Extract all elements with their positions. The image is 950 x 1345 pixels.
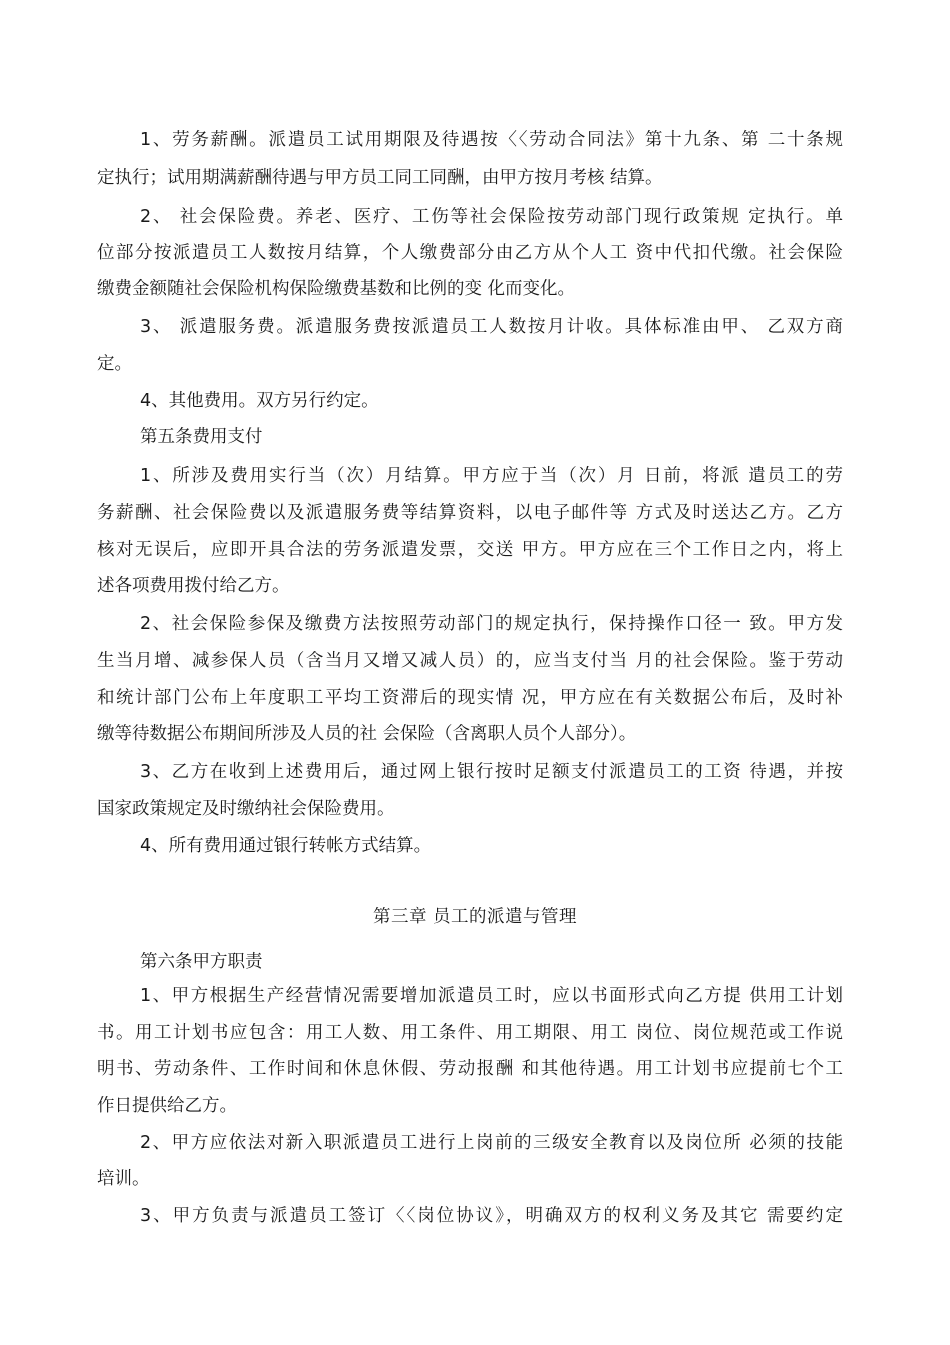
paragraph-line: 培训。 bbox=[97, 1169, 150, 1189]
paragraph-line: 和统计部门公布上年度职工平均工资滞后的现实情 况，甲方应在有关数据公布后，及时补 bbox=[97, 688, 843, 708]
paragraph-line: 2、 社会保险费。养老、医疗、工伤等社会保险按劳动部门现行政策规 定执行。单 bbox=[140, 207, 843, 227]
paragraph-line: 书。用工计划书应包含：用工人数、用工条件、用工期限、用工 岗位、岗位规范或工作说 bbox=[97, 1023, 843, 1043]
paragraph-line: 1、甲方根据生产经营情况需要增加派遣员工时，应以书面形式向乙方提 供用工计划 bbox=[140, 986, 843, 1006]
paragraph-line: 4、所有费用通过银行转帐方式结算。 bbox=[140, 836, 432, 856]
paragraph-line: 明书、劳动条件、工作时间和休息休假、劳动报酬 和其他待遇。用工计划书应提前七个工 bbox=[97, 1059, 843, 1079]
paragraph-line: 3、甲方负责与派遣员工签订〈〈岗位协议》，明确双方的权利义务及其它 需要约定 bbox=[140, 1206, 843, 1226]
paragraph-line: 国家政策规定及时缴纳社会保险费用。 bbox=[97, 799, 395, 819]
paragraph-line: 位部分按派遣员工人数按月结算，个人缴费部分由乙方从个人工 资中代扣代缴。社会保险 bbox=[97, 243, 843, 263]
paragraph-line: 3、 派遣服务费。派遣服务费按派遣员工人数按月计收。具体标准由甲、 乙双方商 bbox=[140, 317, 843, 337]
paragraph-line: 务薪酬、社会保险费以及派遣服务费等结算资料，以电子邮件等 方式及时送达乙方。乙方 bbox=[97, 503, 843, 523]
paragraph-line: 4、其他费用。双方另行约定。 bbox=[140, 391, 379, 411]
section-heading: 第五条费用支付 bbox=[140, 427, 263, 447]
paragraph-line: 3、乙方在收到上述费用后，通过网上银行按时足额支付派遣员工的工资 待遇，并按 bbox=[140, 762, 843, 782]
chapter-title: 第三章 员工的派遣与管理 bbox=[372, 907, 578, 927]
paragraph-line: 作日提供给乙方。 bbox=[97, 1096, 237, 1116]
paragraph-line: 述各项费用拨付给乙方。 bbox=[97, 576, 290, 596]
paragraph-line: 缴等待数据公布期间所涉及人员的社 会保险（含离职人员个人部分）。 bbox=[97, 724, 637, 744]
paragraph-line: 缴费金额随社会保险机构保险缴费基数和比例的变 化而变化。 bbox=[97, 279, 576, 299]
paragraph-line: 定执行；试用期满薪酬待遇与甲方员工同工同酬，由甲方按月考核 结算。 bbox=[97, 168, 663, 188]
section-heading: 第六条甲方职责 bbox=[140, 952, 263, 972]
paragraph-line: 核对无误后，应即开具合法的劳务派遣发票，交送 甲方。甲方应在三个工作日之内，将上 bbox=[97, 540, 843, 560]
paragraph-line: 生当月增、减参保人员（含当月又增又减人员）的，应当支付当 月的社会保险。鉴于劳动 bbox=[97, 651, 843, 671]
paragraph-line: 定。 bbox=[97, 354, 132, 374]
paragraph-line: 2、社会保险参保及缴费方法按照劳动部门的规定执行，保持操作口径一 致。甲方发 bbox=[140, 614, 843, 634]
paragraph-line: 2、甲方应依法对新入职派遣员工进行上岗前的三级安全教育以及岗位所 必须的技能 bbox=[140, 1133, 843, 1153]
paragraph-line: 1、所涉及费用实行当（次）月结算。甲方应于当（次）月 日前，将派 遣员工的劳 bbox=[140, 466, 843, 486]
paragraph-line: 1、劳务薪酬。派遣员工试用期限及待遇按〈〈劳动合同法》第十九条、第 二十条规 bbox=[140, 130, 843, 150]
